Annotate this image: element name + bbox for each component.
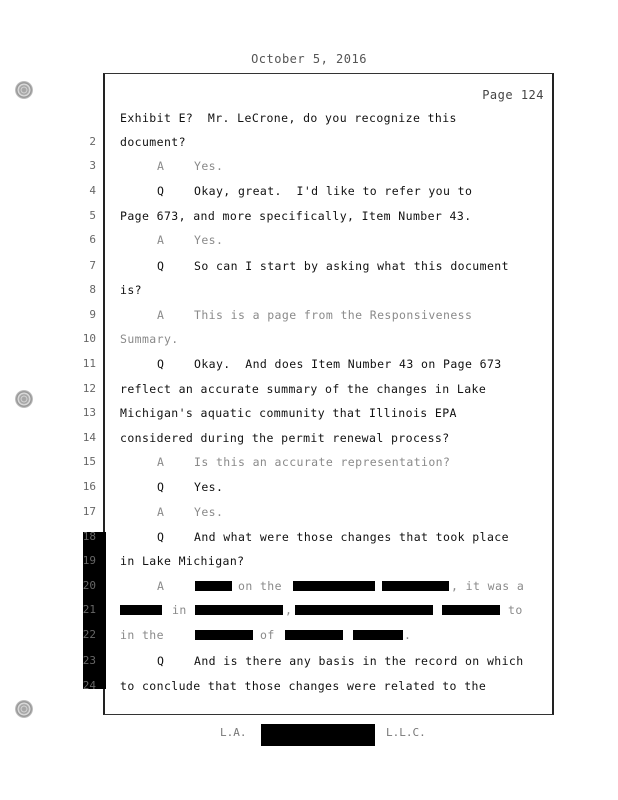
header-date: October 5, 2016 (251, 52, 367, 66)
speaker-label: A (157, 505, 165, 519)
transcript-line (0, 354, 618, 374)
page-number: Page 124 (482, 88, 544, 102)
redaction-block (295, 605, 433, 615)
line-text: Yes. (194, 159, 224, 173)
line-text: to conclude that those changes were related to the (120, 679, 487, 693)
redaction-block (195, 581, 232, 591)
line-number: 11 (82, 357, 96, 370)
transcript-line (0, 502, 618, 522)
transcript-line (0, 551, 618, 571)
line-text: So can I start by asking what this document (194, 259, 509, 273)
line-number: 20 (82, 579, 96, 592)
speaker-label: Q (157, 530, 165, 544)
line-number: 19 (82, 554, 96, 567)
redaction-block (195, 630, 253, 640)
speaker-label: A (157, 308, 165, 322)
transcript-line (0, 181, 618, 201)
line-number: 6 (89, 233, 96, 246)
transcript-line-redacted (0, 625, 618, 645)
line-number: 5 (89, 209, 96, 222)
line-fragment: . (404, 628, 412, 642)
line-number: 24 (82, 679, 96, 692)
speaker-label: Q (157, 357, 165, 371)
transcript-line (0, 108, 618, 128)
redaction-block (442, 605, 500, 615)
line-text: This is a page from the Responsiveness (194, 308, 473, 322)
speaker-label: A (157, 159, 165, 173)
line-text: in Lake Michigan? (120, 554, 245, 568)
line-number: 12 (82, 382, 96, 395)
line-text: Summary. (120, 332, 179, 346)
transcript-line (0, 230, 618, 250)
scan-mark-bottom (15, 700, 33, 718)
speaker-label: Q (157, 480, 165, 494)
redaction-block (382, 581, 449, 591)
transcript-line (0, 256, 618, 276)
speaker-label: Q (157, 184, 165, 198)
redaction-block (120, 605, 162, 615)
speaker-label: Q (157, 259, 165, 273)
line-fragment: , (285, 603, 293, 617)
transcript-line (0, 156, 618, 176)
transcript-line (0, 403, 618, 423)
line-text: Exhibit E? Mr. LeCrone, do you recognize this (120, 111, 457, 125)
scan-mark-top (15, 81, 33, 99)
line-fragment: on the (238, 579, 282, 593)
line-number: 16 (82, 480, 96, 493)
transcript-line (0, 132, 618, 152)
line-fragment: to (508, 603, 523, 617)
footer-right-text: L.L.C. (386, 726, 426, 739)
speaker-label: A (157, 579, 165, 593)
redaction-block (293, 581, 375, 591)
speaker-label: Q (157, 654, 165, 668)
line-text: reflect an accurate summary of the changes in Lake (120, 382, 487, 396)
line-number: 9 (89, 308, 96, 321)
line-number: 21 (82, 603, 96, 616)
line-text: Page 673, and more specifically, Item Number 43. (120, 209, 472, 223)
transcript-line (0, 452, 618, 472)
line-number: 10 (82, 332, 96, 345)
line-number: 4 (89, 184, 96, 197)
transcript-line-redacted (0, 600, 618, 620)
line-text: Okay, great. I'd like to refer you to (194, 184, 473, 198)
transcript-line (0, 428, 618, 448)
line-text: Yes. (194, 233, 224, 247)
speaker-label: A (157, 233, 165, 247)
footer-redaction (261, 724, 375, 746)
line-fragment: in (172, 603, 187, 617)
line-number: 17 (82, 505, 96, 518)
speaker-label: A (157, 455, 165, 469)
footer-left-text: L.A. (220, 726, 247, 739)
line-number: 2 (89, 135, 96, 148)
line-text: Yes. (194, 505, 224, 519)
redaction-block (195, 605, 283, 615)
line-number: 14 (82, 431, 96, 444)
line-text: Yes. (194, 480, 224, 494)
transcript-line (0, 305, 618, 325)
line-text: Is this an accurate representation? (194, 455, 451, 469)
line-fragment: of (260, 628, 275, 642)
transcript-line (0, 280, 618, 300)
line-number: 8 (89, 283, 96, 296)
line-text: And what were those changes that took place (194, 530, 509, 544)
page-footer (0, 721, 618, 747)
line-number: 13 (82, 406, 96, 419)
transcript-line (0, 379, 618, 399)
line-text: Okay. And does Item Number 43 on Page 673 (194, 357, 502, 371)
transcript-line (0, 676, 618, 696)
transcript-line (0, 477, 618, 497)
line-number: 18 (82, 530, 96, 543)
line-number: 3 (89, 159, 96, 172)
line-fragment: , it was a (451, 579, 525, 593)
line-text: And is there any basis in the record on which (194, 654, 524, 668)
line-number: 22 (82, 628, 96, 641)
line-text: is? (120, 283, 142, 297)
line-number: 15 (82, 455, 96, 468)
line-text: considered during the permit renewal process? (120, 431, 450, 445)
line-fragment: in the (120, 628, 164, 642)
transcript-line (0, 206, 618, 226)
transcript-line-redacted (0, 576, 618, 596)
redaction-block (353, 630, 403, 640)
line-text: document? (120, 135, 186, 149)
transcript-line (0, 527, 618, 547)
transcript-line (0, 651, 618, 671)
redaction-block (285, 630, 343, 640)
transcript-line (0, 329, 618, 349)
line-text: Michigan's aquatic community that Illinois EPA (120, 406, 457, 420)
line-number: 7 (89, 259, 96, 272)
line-number: 23 (82, 654, 96, 667)
